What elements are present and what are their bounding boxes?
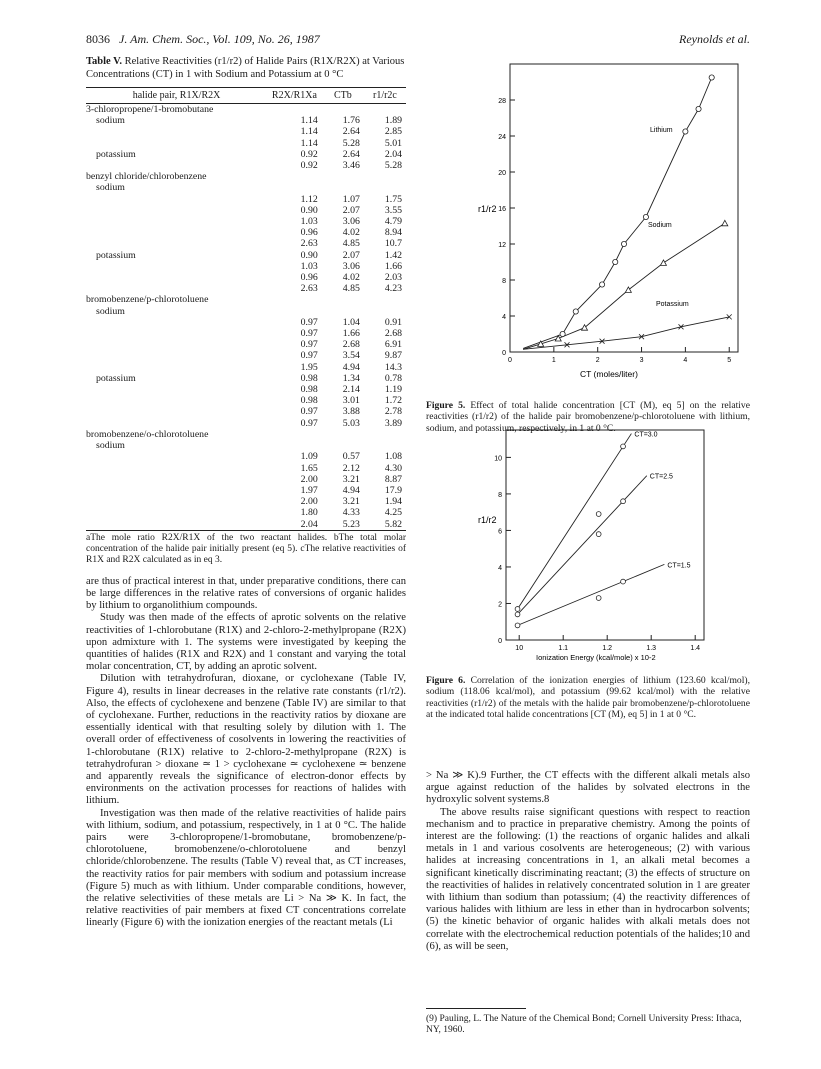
paragraph: Dilution with tetrahydrofuran, dioxane, or cyclohexane (Table IV, Figure 4), results in linear decreases in the relative rate constants (r1/r2). Also, the effects of cyclohexene and benzene (Table IV) are similar to that of cyclohexane. Further, reductions in the reactivity ratios by dioxane are essentially identical with that resulting solely by dilution with 1. The overall order of effectiveness of cosolvents in lowering the reactivities of 1-chlorobutane (R1X) relative to 2-chloro-2-methylpropane (R2X) is tetrahydrofuran > dioxane ≃ 1 > cyclohexane ≃ cyclohexene ≃ benzene and apparently reveals the significance of electron-donor effects by environments on the activation processes for reactions of halides with lithium. [86,673,406,807]
fig5-x-tick-label: 0 [508,357,512,364]
value-cell [364,429,406,440]
value-cell: 8.87 [384,473,402,485]
value-cell: 1.07 [342,193,360,205]
page-header [86,32,750,50]
row-label-cell [86,238,267,249]
fig5-x-tick-label: 2 [595,357,600,364]
row-label-cell [86,227,267,238]
value-cell: 2.03 [384,272,402,284]
fig6-line [518,476,647,615]
fig6-x-tick-label: 1.4 [690,645,701,652]
value-cell [322,440,364,451]
table-row [86,406,406,417]
fig6-y-tick-label: 10 [494,455,502,463]
row-label-cell: bromobenzene/o-chlorotoluene [86,428,209,440]
fig5-point-lithium [621,241,626,246]
row-label-cell: benzyl chloride/chlorobenzene [86,171,207,183]
value-cell: 2.14 [342,384,360,396]
row-label-cell [86,451,267,462]
value-cell: 1.80 [300,507,318,519]
table-row [86,519,406,531]
value-cell: 5.28 [384,160,402,172]
left-column [86,56,406,930]
value-cell [267,104,322,116]
fig6-point [621,579,626,584]
row-label-cell [86,283,267,294]
fig6-point [621,499,626,504]
value-cell: 3.06 [342,260,360,272]
value-cell: 2.64 [342,126,360,138]
value-cell [267,171,322,182]
paragraph: Study was then made of the effects of aprotic solvents on the relative reactivities of 1-chlorobutane (R1X) and 2-chloro-2-methylpropane (R2X) upon admixture with 1. The systems were investigated by keeping the quantities of halides (R1X and R2X) and 1 constant and varying the total molar concentration, CT, by adding an aprotic solvent. [86,612,406,673]
fig5-label-lithium: Lithium [650,127,673,134]
row-label-cell [86,485,267,496]
value-cell: 0.98 [300,395,318,407]
figure-6-caption [426,675,750,721]
fig5-point-lithium [560,331,565,336]
table-row [86,160,406,171]
value-cell [322,306,364,317]
table-row [86,216,406,227]
table-row [86,149,406,160]
fig6-y-tick-label: 6 [498,528,502,536]
fig5-x-tick-label: 1 [551,357,556,364]
fig6-frame [506,430,704,640]
fig6-label-ct25: CT=2.5 [649,473,673,481]
fig5-x-axis-label: CT (moles/liter) [580,369,638,379]
table-row [86,104,406,116]
table-row [86,485,406,496]
fig5-point-sodium [722,220,728,226]
value-cell: 1.72 [384,395,402,407]
table-row [86,126,406,137]
fig6-point [621,444,626,449]
fig5-x-tick-label: 3 [639,357,644,364]
row-label-cell [86,205,267,216]
value-cell [364,171,406,182]
table-row [86,261,406,272]
table-row [86,250,406,261]
fig6-x-tick-label: 10 [515,645,524,652]
fig5-point-lithium [696,106,701,111]
fig5-y-axis-label: r1/r2 [478,204,497,214]
value-cell [364,182,406,193]
row-label-cell [86,519,267,531]
table-row [86,384,406,395]
table-row [86,373,406,384]
fig5-y-tick-label: 8 [502,278,506,285]
table-header-row [86,88,406,104]
row-label-cell [86,474,267,485]
value-cell: 8.94 [384,227,402,239]
table-row [86,194,406,205]
fig5-label-potassium: Potassium [656,301,689,308]
value-cell [267,182,322,193]
row-label-cell [86,272,267,283]
value-cell: 1.97 [300,484,318,496]
fig5-label-sodium: Sodium [648,222,672,229]
value-cell: 4.94 [342,484,360,496]
table-row [86,429,406,440]
paragraph: The above results raise significant questions with respect to reaction mechanism and to practice in preparative chemistry. Among the points of interest are the following: (1) the reactions of organic halides and alkali metals in 1 and various cosolvents are heterogeneous; (2) with various halides at increasing concentrations in 1, an alkali metal becomes a significant kinetically discriminating reactant; (3) the effects of structure on the reactivities of halides in relatively concentrated solution in 1 are greater with lithium than sodium than potassium; (4) the reactivity differences of various halides with lithium are less in ether than in hydrocarbon solvents; (5) the kinetic behavior of organic halides with alkali metals does not correlate with the electrochemical reduction potentials of the halides;10 and (6), as will be seen, [426,806,750,952]
value-cell [322,429,364,440]
table-row [86,227,406,238]
value-cell [322,294,364,305]
row-label-cell [86,463,267,474]
row-label-cell: sodium [96,305,125,317]
table-body [86,104,406,531]
value-cell [364,306,406,317]
table-row [86,350,406,361]
value-cell: 4.25 [384,507,402,519]
fig5-curve-potassium [523,317,729,349]
row-label-cell: potassium [96,148,136,160]
value-cell: 6.91 [384,339,402,351]
fig5-y-tick-label: 16 [498,206,506,213]
value-cell: 2.12 [342,462,360,474]
value-cell: 2.00 [300,496,318,508]
fig6-label-ct30: CT=3.0 [634,431,658,439]
table-row [86,507,406,518]
figure-6-chart [480,428,720,666]
value-cell: 1.65 [300,462,318,474]
fig5-points [538,75,732,347]
fig6-point [515,607,520,612]
figure-5-label: Figure 5. [426,400,466,411]
fig6-y-tick-label: 0 [498,638,502,645]
table-row [86,474,406,485]
fig5-x-tick-label: 5 [727,357,732,364]
value-cell: 0.78 [384,372,402,384]
fig6-line [518,564,665,625]
fig5-point-sodium [660,260,666,266]
paragraph: are thus of practical interest in that, under preparative conditions, there can be large differences in the relative rates of conversions of organic halides by lithium to organolithium compounds. [86,575,406,612]
value-cell: 1.14 [300,137,318,149]
row-label-cell [86,507,267,518]
value-cell: 2.63 [300,283,318,295]
value-cell: 5.82 [364,519,406,531]
value-cell: 4.02 [342,272,360,284]
value-cell: 1.94 [384,496,402,508]
row-label-cell: sodium [96,115,125,127]
value-cell: 2.04 [384,148,402,160]
table-row [86,171,406,182]
row-label-cell [86,216,267,227]
value-cell: 0.98 [300,384,318,396]
table-row [86,440,406,451]
value-cell: 1.14 [300,126,318,138]
table-caption [86,56,406,81]
value-cell: 0.97 [300,350,318,362]
value-cell [267,294,322,305]
value-cell: 2.07 [342,249,360,261]
value-cell: 0.90 [300,249,318,261]
table-row [86,115,406,126]
journal-citation: J. Am. Chem. Soc., Vol. 109, No. 26, 1987 [119,32,320,46]
value-cell: 3.21 [342,496,360,508]
value-cell: 1.34 [342,372,360,384]
column-header: halide pair, R1X/R2X [86,88,267,104]
table-row [86,362,406,373]
table-row [86,306,406,317]
fig5-y-tick-label: 12 [498,242,506,249]
value-cell: 2.07 [342,204,360,216]
paragraph: Investigation was then made of the relative reactivities of halide pairs with lithium, sodium, and potassium, respectively, in 1 at 0 °C. The halide pairs were 3-chloropropene/1-bromobutane, bromobenzene/p-chlorotoluene, bromobenzene/o-chlorotoluene and benzyl chloride/chlorobenzene. The results (Table V) reveal that, as CT increases, the reactivity ratios for pair members with sodium and potassium increase (Figure 5) much as with lithium. Under comparable conditions, however, the relative selectivities of these metals are Li > Na ≫ K. In fact, the relative reactivities of pair members at fixed CT concentrations correlate linearly (Figure 6) with the ionization energies of the reactant metals (Li [86,807,406,929]
fig6-lines [518,431,665,626]
value-cell [364,440,406,451]
value-cell: 1.12 [300,193,318,205]
fig6-point [596,596,601,601]
value-cell: 17.9 [384,484,402,496]
value-cell: 5.01 [384,137,402,149]
value-cell: 2.00 [300,473,318,485]
fig6-x-tick-label: 1.2 [602,645,613,652]
value-cell: 1.19 [384,384,402,396]
table-row [86,294,406,305]
row-label-cell [86,126,267,137]
row-label-cell: potassium [96,249,136,261]
row-label-cell [86,160,267,171]
figure-5-caption-text: Effect of total halide concentration [CT (M), eq 5] on the relative reactivities (r1/r2) of the halide pair bromobenzene/p-chlorotoluene with lithium, sodium, and potassium, respectively, in 1 at 0 °C. [426,400,750,434]
row-label-cell [86,362,267,373]
table-footnote: aThe mole ratio R2X/R1X of the two reactant halides. bThe total molar concentration of the halide pair initially present (eq 5). cThe relative reactivities of R1X and R2X calculated as in eq 3. [86,532,406,565]
value-cell: 1.76 [342,115,360,127]
fig6-y-axis-label: r1/r2 [478,515,497,525]
figure-5-chart [480,62,750,392]
value-cell: 5.28 [342,137,360,149]
fig5-point-lithium [709,75,714,80]
table-row [86,238,406,249]
fig6-y-tick-label: 8 [498,491,502,499]
row-label-cell [86,395,267,406]
value-cell: 1.03 [300,216,318,228]
fig5-y-tick-label: 4 [502,314,506,321]
fig6-y-tick-label: 2 [498,601,502,609]
value-cell: 3.88 [342,406,360,418]
value-cell: 2.68 [342,339,360,351]
table-row [86,418,406,429]
table-label: Table V. [86,56,122,67]
fig5-x-tick-label: 4 [683,357,688,364]
value-cell: 5.03 [342,417,360,429]
value-cell: 2.85 [384,126,402,138]
value-cell: 3.89 [384,417,402,429]
value-cell: 3.46 [342,160,360,172]
value-cell: 1.03 [300,260,318,272]
value-cell: 1.42 [384,249,402,261]
value-cell: 0.92 [300,148,318,160]
row-label-cell: sodium [96,182,125,194]
value-cell: 2.78 [384,406,402,418]
fig5-y-tick-label: 28 [498,98,506,105]
fig6-point [596,532,601,537]
fig6-line [518,434,632,609]
value-cell: 4.23 [384,283,402,295]
row-label-cell: bromobenzene/p-chlorotoluene [86,294,209,306]
value-cell: 9.87 [384,350,402,362]
table-row [86,395,406,406]
value-cell: 2.68 [384,328,402,340]
value-cell: 1.14 [300,115,318,127]
row-label-cell [86,328,267,339]
reactivity-table [86,87,406,531]
value-cell: 4.85 [342,283,360,295]
value-cell [322,182,364,193]
fig6-points [515,444,625,628]
running-authors: Reynolds et al. [679,32,750,46]
value-cell: 0.92 [300,160,318,172]
fig6-x-axis-label: Ionization Energy (kcal/mole) x 10-2 [536,653,656,662]
value-cell: 0.96 [300,227,318,239]
value-cell: 0.90 [300,204,318,216]
value-cell: 3.54 [342,350,360,362]
value-cell: 2.04 [267,519,322,531]
page-number: 8036 [86,32,110,46]
value-cell: 4.30 [384,462,402,474]
fig6-x-tick-label: 1.1 [558,645,569,652]
fig5-point-lithium [683,129,688,134]
value-cell: 0.57 [342,451,360,463]
fig5-curves [523,78,729,350]
fig5-y-tick-label: 24 [498,134,506,141]
row-label-cell: sodium [96,440,125,452]
table-row [86,317,406,328]
table-row [86,205,406,216]
value-cell: 4.94 [342,361,360,373]
table-row [86,463,406,474]
value-cell: 1.66 [342,328,360,340]
value-cell: 3.21 [342,473,360,485]
value-cell [322,171,364,182]
paragraph: > Na ≫ K).9 Further, the CT effects with the different alkali metals also argue against reduction of the halides by solvated electrons in the hydroxylic solvent systems.8 [426,770,750,806]
right-body-text [426,770,750,953]
value-cell: 14.3 [384,361,402,373]
value-cell: 1.04 [342,316,360,328]
row-label-cell: potassium [96,372,136,384]
value-cell: 0.97 [300,339,318,351]
column-header: R2X/R1Xa [267,88,322,104]
row-label-cell [86,138,267,149]
value-cell [364,294,406,305]
row-label-cell [86,194,267,205]
table-row [86,138,406,149]
fig5-point-lithium [613,259,618,264]
fig5-point-lithium [643,214,648,219]
left-body-text [86,576,406,930]
row-label-cell [86,339,267,350]
value-cell [322,104,364,116]
figure-6-caption-text: Correlation of the ionization energies of lithium (123.60 kcal/mol), sodium (118.06 kcal/mol), and potassium (99.62 kcal/mol) with the relative reactivities (r1/r2) of the metals with the halide pair bromobenzene/p-chlorotoluene at the indicated total halide concentrations [CT (M), eq 5] in 1 at 0 °C. [426,675,750,721]
table-caption-text: Relative Reactivities (r1/r2) of Halide Pairs (R1X/R2X) at Various Concentrations (CT) in 1 with Sodium and Potassium at 0 °C [86,56,405,80]
column-header: r1/r2c [364,88,406,104]
value-cell: 4.85 [342,238,360,250]
value-cell: 10.7 [384,238,402,250]
table-row [86,182,406,193]
value-cell: 1.08 [384,451,402,463]
fig5-point-lithium [573,309,578,314]
value-cell: 0.91 [384,316,402,328]
table-row [86,328,406,339]
fig6-point [515,612,520,617]
value-cell: 1.89 [384,115,402,127]
row-label-cell [86,496,267,507]
fig6-label-ct15: CT=1.5 [667,562,691,570]
value-cell: 1.95 [300,361,318,373]
value-cell [364,104,406,116]
row-label-cell [86,317,267,328]
row-label-cell [86,406,267,417]
row-label-cell [86,384,267,395]
value-cell: 3.55 [384,204,402,216]
fig5-point-lithium [599,282,604,287]
column-header: CTb [322,88,364,104]
value-cell: 2.63 [300,238,318,250]
table-row [86,496,406,507]
table-row [86,272,406,283]
value-cell: 0.97 [300,316,318,328]
row-label-cell [86,418,267,429]
fig6-point [596,512,601,517]
fig6-y-tick-label: 4 [498,564,502,572]
value-cell: 0.97 [300,417,318,429]
value-cell: 0.97 [300,328,318,340]
value-cell: 0.97 [300,406,318,418]
value-cell: 1.66 [384,260,402,272]
reference-footnote: (9) Pauling, L. The Nature of the Chemical Bond; Cornell University Press: Ithaca, NY, 1960. [426,1014,742,1035]
table-row [86,451,406,462]
value-cell: 3.06 [342,216,360,228]
value-cell [267,440,322,451]
fig5-y-tick-label: 20 [498,170,506,177]
figure-6-label: Figure 6. [426,675,466,686]
value-cell: 5.23 [322,519,364,531]
table-row [86,339,406,350]
value-cell: 4.02 [342,227,360,239]
row-label-cell [86,261,267,272]
value-cell [267,429,322,440]
row-label-cell: 3-chloropropene/1-bromobutane [86,104,214,115]
value-cell [267,306,322,317]
fig6-point [515,623,520,628]
footnote-rule [426,1008,526,1009]
value-cell: 1.75 [384,193,402,205]
value-cell: 1.09 [300,451,318,463]
value-cell: 4.33 [342,507,360,519]
value-cell: 3.01 [342,395,360,407]
fig5-frame [510,64,738,352]
value-cell: 0.98 [300,372,318,384]
value-cell: 0.96 [300,272,318,284]
row-label-cell [86,350,267,361]
fig5-y-tick-label: 0 [502,350,506,357]
fig6-x-tick-label: 1.3 [646,645,657,652]
value-cell: 4.79 [384,216,402,228]
value-cell: 2.64 [342,148,360,160]
table-row [86,283,406,294]
